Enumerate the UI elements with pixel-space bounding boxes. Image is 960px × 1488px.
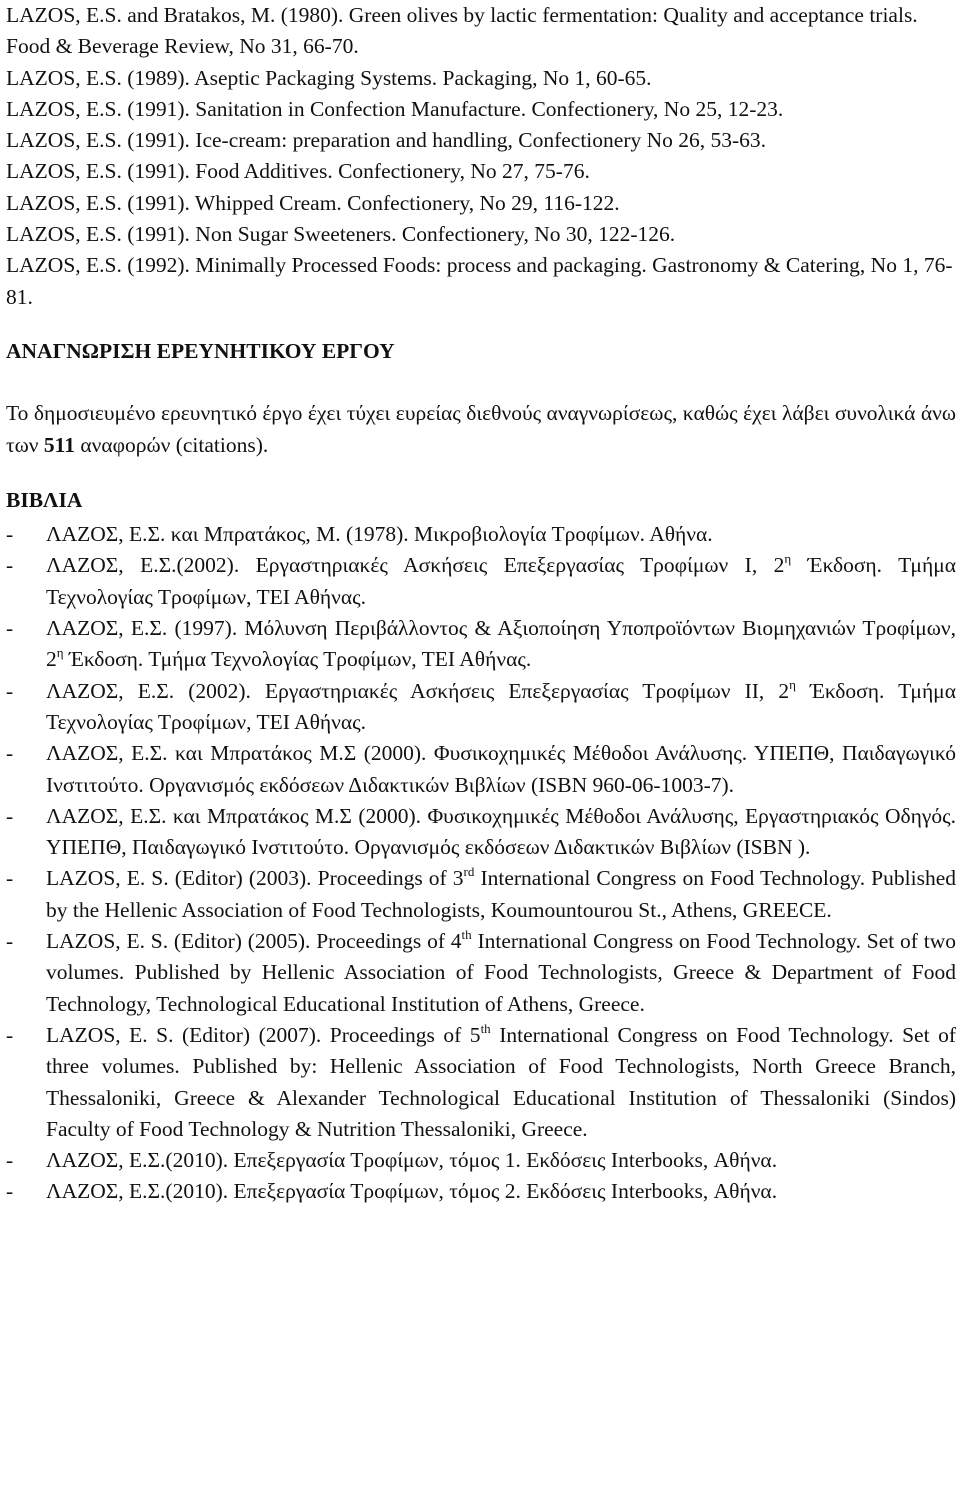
book-item xyxy=(6,801,956,864)
book-text-continued: International Congress on Food Technology. Set of three volumes. Published by: Hellenic Association of Food Technologists, North Greece Branch, Thessaloniki, Greece & Alexander Technological Educational Institution of Thessaloniki (Sindos) Faculty of Food Technology & Nutrition Thessaloniki, Greece. xyxy=(46,1022,956,1141)
book-text: ΛΑΖΟΣ, Ε.Σ.(2010). Επεξεργασία Τροφίμων, τόμος 2. Εκδόσεις Interbooks, Αθήνα. xyxy=(46,1179,778,1204)
book-text: ΛΑΖΟΣ, Ε.Σ.(2002). Εργαστηριακές Ασκήσεις Επεξεργασίας Τροφίμων Ι, 2 xyxy=(46,553,785,578)
book-superscript: η xyxy=(789,676,796,692)
book-text: ΛΑΖΟΣ, Ε.Σ. και Μπρατάκος Μ.Σ (2000). Φυσικοχημικές Μέθοδοι Ανάλυσης. ΥΠΕΠΘ, Παιδαγωγικό Ινστιτούτο. Οργανισμός εκδόσεων Διδακτικών Βιβλίων (ISBN 960-06-1003-7). xyxy=(46,741,956,797)
book-superscript: rd xyxy=(463,864,475,880)
bullet-dash: - xyxy=(6,1148,14,1173)
book-superscript: th xyxy=(480,1020,491,1036)
reference-list xyxy=(6,0,956,313)
book-citation xyxy=(46,519,956,550)
bullet-dash: - xyxy=(6,803,14,828)
book-superscript: th xyxy=(461,927,472,943)
books-heading: ΒΙΒΛΙΑ xyxy=(6,487,83,512)
book-superscript: η xyxy=(56,645,64,661)
books-list xyxy=(6,519,956,1208)
book-item xyxy=(6,738,956,801)
reference-item: LAZOS, E.S. (1991). Whipped Cream. Confectionery, No 29, 116-122. xyxy=(6,190,620,215)
book-text: ΛΑΖΟΣ, Ε.Σ. και Μπρατάκος Μ.Σ (2000). Φυσικοχημικές Μέθοδοι Ανάλυσης, Εργαστηριακός Οδηγός. ΥΠΕΠΘ, Παιδαγωγικό Ινστιτούτο. Οργανισμός εκδόσεων Διδακτικών Βιβλίων (ISBN ). xyxy=(46,803,956,860)
reference-item: LAZOS, E.S. (1991). Food Additives. Confectionery, No 27, 75-76. xyxy=(6,159,590,184)
book-text: LAZOS, E. S. (Editor) (2007). Proceedings of 5 xyxy=(46,1022,481,1047)
bullet-dash: - xyxy=(6,1179,14,1204)
book-citation xyxy=(46,863,956,926)
book-item xyxy=(6,676,956,739)
book-text-continued: International Congress on Food Technology. Published by the Hellenic Association of Food Technologists, Koumountourou St., Athens, GREECE. xyxy=(46,866,956,922)
book-citation xyxy=(46,613,956,676)
book-item xyxy=(6,550,956,613)
book-text: ΛΑΖΟΣ, Ε.Σ. (1997). Μόλυνση Περιβάλλοντος & Αξιοποίηση Υποπροϊόντων Βιομηχανιών Τροφίμων, 2 xyxy=(46,616,956,672)
citation-count: 511 xyxy=(43,432,75,457)
book-item xyxy=(6,863,956,926)
reference-item: LAZOS, E.S. (1991). Ice-cream: preparation and handling, Confectionery No 26, 53-63. xyxy=(6,128,767,153)
recognition-text-before: Το δημοσιευμένο ερευνητικό έργο έχει τύχει ευρείας διεθνούς αναγνωρίσεως, καθώς έχει λάβει συνολικά άνω των xyxy=(6,401,956,457)
bullet-dash: - xyxy=(6,678,14,703)
book-item xyxy=(6,519,956,550)
book-item xyxy=(6,1176,956,1207)
bullet-dash: - xyxy=(6,929,14,954)
book-citation xyxy=(46,1145,956,1176)
book-item xyxy=(6,613,956,676)
book-citation xyxy=(46,676,956,739)
bullet-dash: - xyxy=(6,522,14,547)
book-superscript: η xyxy=(784,551,792,567)
reference-item: LAZOS, E.S. (1991). Non Sugar Sweeteners. Confectionery, No 30, 122-126. xyxy=(6,222,676,247)
recognition-heading: ΑΝΑΓΝΩΡΙΣΗ ΕΡΕΥΝΗΤΙΚΟΥ ΕΡΓΟΥ xyxy=(6,338,395,363)
bullet-dash: - xyxy=(6,553,14,578)
book-item xyxy=(6,926,956,1020)
reference-item: LAZOS, E.S. and Bratakos, M. (1980). Green olives by lactic fermentation: Quality and acceptance trials. Food & Beverage Review, No 31, 66-70. xyxy=(6,3,918,59)
book-text-continued: Έκδοση. Τμήμα Τεχνολογίας Τροφίμων, ΤΕΙ Αθήνας. xyxy=(46,553,956,609)
book-item xyxy=(6,1145,956,1176)
reference-item: LAZOS, E.S. (1991). Sanitation in Confection Manufacture. Confectionery, No 25, 12-23. xyxy=(6,96,784,121)
reference-item: LAZOS, E.S. (1989). Aseptic Packaging Systems. Packaging, No 1, 60-65. xyxy=(6,65,652,90)
book-text: LAZOS, E. S. (Editor) (2003). Proceedings of 3 xyxy=(46,866,464,891)
book-item xyxy=(6,1020,956,1145)
bullet-dash: - xyxy=(6,866,14,891)
book-text-continued: Έκδοση. Τμήμα Τεχνολογίας Τροφίμων, ΤΕΙ Αθήνας. xyxy=(63,647,532,672)
book-text: ΛΑΖΟΣ, Ε.Σ. (2002). Εργαστηριακές Ασκήσεις Επεξεργασίας Τροφίμων ΙΙ, 2 xyxy=(46,678,790,703)
bullet-dash: - xyxy=(6,741,14,766)
book-citation xyxy=(46,1176,956,1207)
recognition-paragraph xyxy=(6,398,956,461)
book-citation xyxy=(46,550,956,613)
book-citation xyxy=(46,926,956,1020)
book-text: ΛΑΖΟΣ, Ε.Σ. και Μπρατάκος, Μ. (1978). Μικροβιολογία Τροφίμων. Αθήνα. xyxy=(46,522,713,547)
book-text-continued: International Congress on Food Technology. Set of two volumes. Published by Hellenic Association of Food Technologists, Greece & Department of Food Technology, Technological Educational Institution of Athens, Greece. xyxy=(46,929,956,1016)
book-citation xyxy=(46,738,956,801)
bullet-dash: - xyxy=(6,616,14,641)
bullet-dash: - xyxy=(6,1022,14,1047)
reference-item: LAZOS, E.S. (1992). Minimally Processed Foods: process and packaging. Gastronomy & Catering, No 1, 76-81. xyxy=(6,253,953,309)
book-citation xyxy=(46,801,956,864)
book-text-continued: Έκδοση. Τμήμα Τεχνολογίας Τροφίμων, ΤΕΙ Αθήνας. xyxy=(46,678,956,734)
book-text: LAZOS, E. S. (Editor) (2005). Proceedings of 4 xyxy=(46,929,462,954)
book-text: ΛΑΖΟΣ, Ε.Σ.(2010). Επεξεργασία Τροφίμων, τόμος 1. Εκδόσεις Interbooks, Αθήνα. xyxy=(46,1148,778,1173)
recognition-text-after: αναφορών (citations). xyxy=(74,432,269,457)
book-citation xyxy=(46,1020,956,1145)
